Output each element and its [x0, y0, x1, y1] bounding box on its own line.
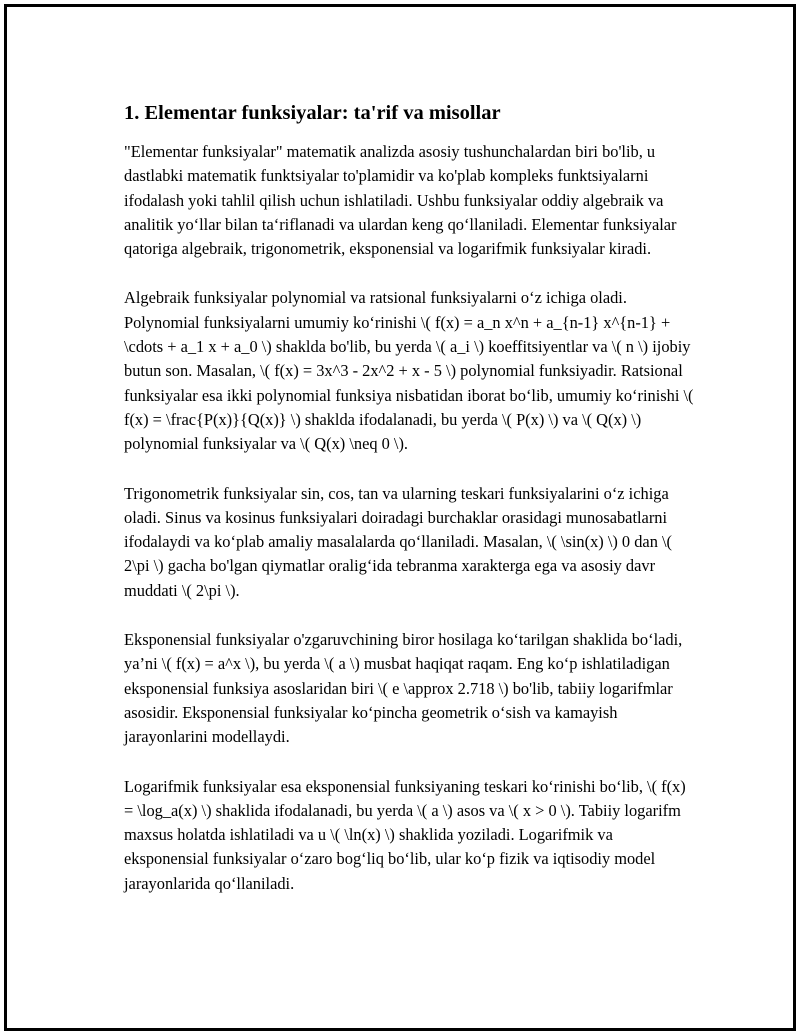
paragraph-algebraic: Algebraik funksiyalar polynomial va ratsional funksiyalarni o‘z ichiga oladi. Polynomial funksiyalarni umumiy ko‘rinishi \( f(x) = a_n x^n + a_{n-1} x^{n-1} + \cdots + a_1 x + a_0 \) shaklda bo'lib, bu yerda \( a_i \) koeffitsiyentlar va \( n \) ijobiy butun son. Masalan, \( f(x) = 3x^3 - 2x^2 + x - 5 \) polynomial funksiyadir. Ratsional funksiyalar esa ikki polynomial funksiya nisbatidan iborat bo‘lib, umumiy ko‘rinishi \( f(x) = \frac{P(x)}{Q(x)} \) shaklda ifodalanadi, bu yerda \( P(x) \) va \( Q(x) \) polynomial funksiyalar va \( Q(x) \neq 0 \). — [124, 288, 694, 454]
paragraph-trigonometric: Trigonometrik funksiyalar sin, cos, tan va ularning teskari funksiyalarini o‘z ichiga oladi. Sinus va kosinus funksiyalari doiradagi burchaklar orasidagi munosabatlarni ifodalaydi va ko‘plab amaliy masalalarda qo‘llaniladi. Masalan, \( \sin(x) \) 0 dan \( 2\pi \) gacha bo'lgan qiymatlar oralig‘ida tebranma xarakterga ega va asosiy davr muddati \( 2\pi \). — [124, 483, 672, 600]
document-body — [124, 100, 694, 921]
paragraph-intro: "Elementar funksiyalar" matematik analizda asosiy tushunchalardan biri bo'lib, u dastlabki matematik funktsiyalar to'plamidir va ko'plab kompleks funktsiyalarni ifodalash yoki tahlil qilish uchun ishlatiladi. Ushbu funksiyalar oddiy algebraik va analitik yo‘llar bilan ta‘riflanadi va ulardan keng qo‘llaniladi. Elementar funksiyalar qatoriga algebraik, trigonometrik, eksponensial va logarifmik funksiyalar kiradi. — [124, 142, 677, 259]
section-heading: 1. Elementar funksiyalar: ta'rif va misollar — [124, 102, 501, 124]
page-frame — [4, 4, 796, 1031]
paragraph-logarithmic: Logarifmik funksiyalar esa eksponensial funksiyaning teskari ko‘rinishi bo‘lib, \( f(x) = \log_a(x) \) shaklida ifodalanadi, bu yerda \( a \) asos va \( x > 0 \). Tabiiy logarifm maxsus holatda ishlatiladi va u \( \ln(x) \) shaklida yoziladi. Logarifmik va eksponensial funksiyalar o‘zaro bog‘liq bo‘lib, ular ko‘p fizik va iqtisodiy model jarayonlarida qo‘llaniladi. — [124, 776, 686, 893]
paragraph-exponential: Eksponensial funksiyalar o'zgaruvchining biror hosilaga ko‘tarilgan shaklida bo‘ladi, ya’ni \( f(x) = a^x \), bu yerda \( a \) musbat haqiqat raqam. Eng ko‘p ishlatiladigan eksponensial funksiya asoslaridan biri \( e \approx 2.718 \) bo'lib, tabiiy logarifmlar asosidir. Eksponensial funksiyalar ko‘pincha geometrik o‘sish va kamayish jarayonlarini modellaydi. — [124, 630, 683, 747]
